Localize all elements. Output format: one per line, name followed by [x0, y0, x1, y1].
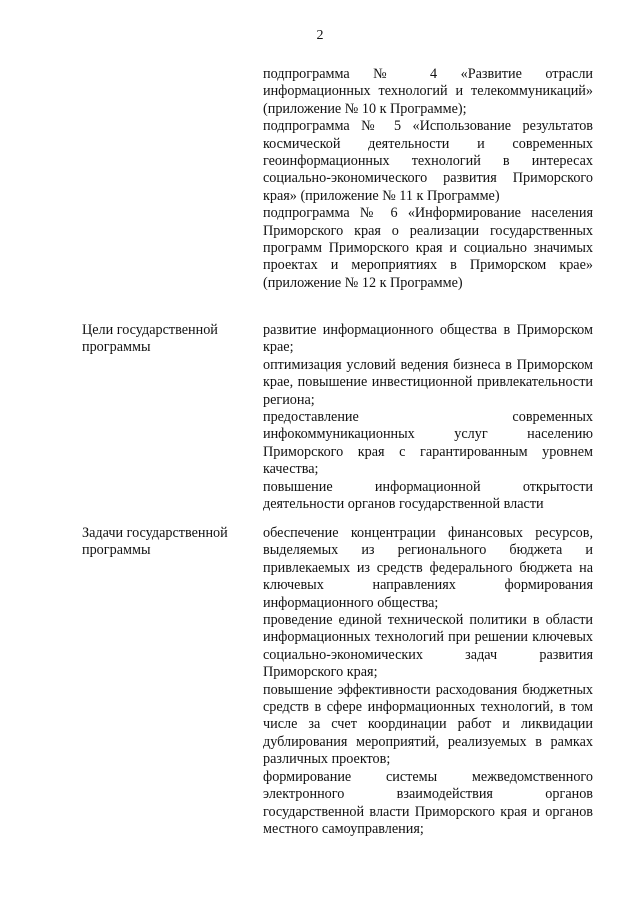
goal-item: оптимизация условий ведения бизнеса в Приморском крае, повышение инвестиционной привлекательности региона;	[263, 356, 593, 408]
goal-item: развитие информационного общества в Приморском крае;	[263, 322, 593, 356]
page-number: 2	[316, 28, 324, 43]
task-item: проведение единой технической политики в области информационных технологий при решении ключевых социально-экономических задач развития Приморского края;	[263, 612, 593, 681]
goal-item: предоставление современных инфокоммуникационных услуг населению Приморского края с гарантированным уровнем качества;	[263, 409, 593, 478]
goals-label: Цели государственной программы	[82, 322, 218, 356]
subprogram-item: подпрограмма № 4 «Развитие отрасли информационных технологий и телекоммуникаций» (приложение № 10 к Программе);	[263, 66, 593, 117]
goal-item: повышение информационной открытости деятельности органов государственной власти	[263, 478, 593, 513]
task-item: формирование системы межведомственного электронного взаимодействия органов государственной власти Приморского края и органов местного самоуправления;	[263, 768, 593, 837]
subprograms-list	[263, 66, 593, 292]
task-item: повышение эффективности расходования бюджетных средств в сфере информационных технологий, в том числе за счет координации работ и ликвидации дублирования мероприятий, реализуемых в рамках различных проектов;	[263, 681, 593, 768]
subprogram-item: подпрограмма № 6 «Информирование населения Приморского края о реализации государственных программ Приморского края и социально значимых проектах и мероприятиях в Приморском крае» (приложение № 12 к Программе)	[263, 205, 593, 291]
goals-list	[263, 322, 593, 513]
tasks-label: Задачи государственной программы	[82, 525, 228, 559]
subprogram-item: подпрограмма № 5 «Использование результатов космической деятельности и современных геоинформационных технологий в интересах социально-экономического развития Приморского края» (приложение № 11 к Программе)	[263, 118, 593, 204]
tasks-list	[263, 525, 593, 838]
task-item: обеспечение концентрации финансовых ресурсов, выделяемых из регионального бюджета и привлекаемых из средств федерального бюджета на ключевых направлениях формирования информационного общества;	[263, 525, 593, 611]
